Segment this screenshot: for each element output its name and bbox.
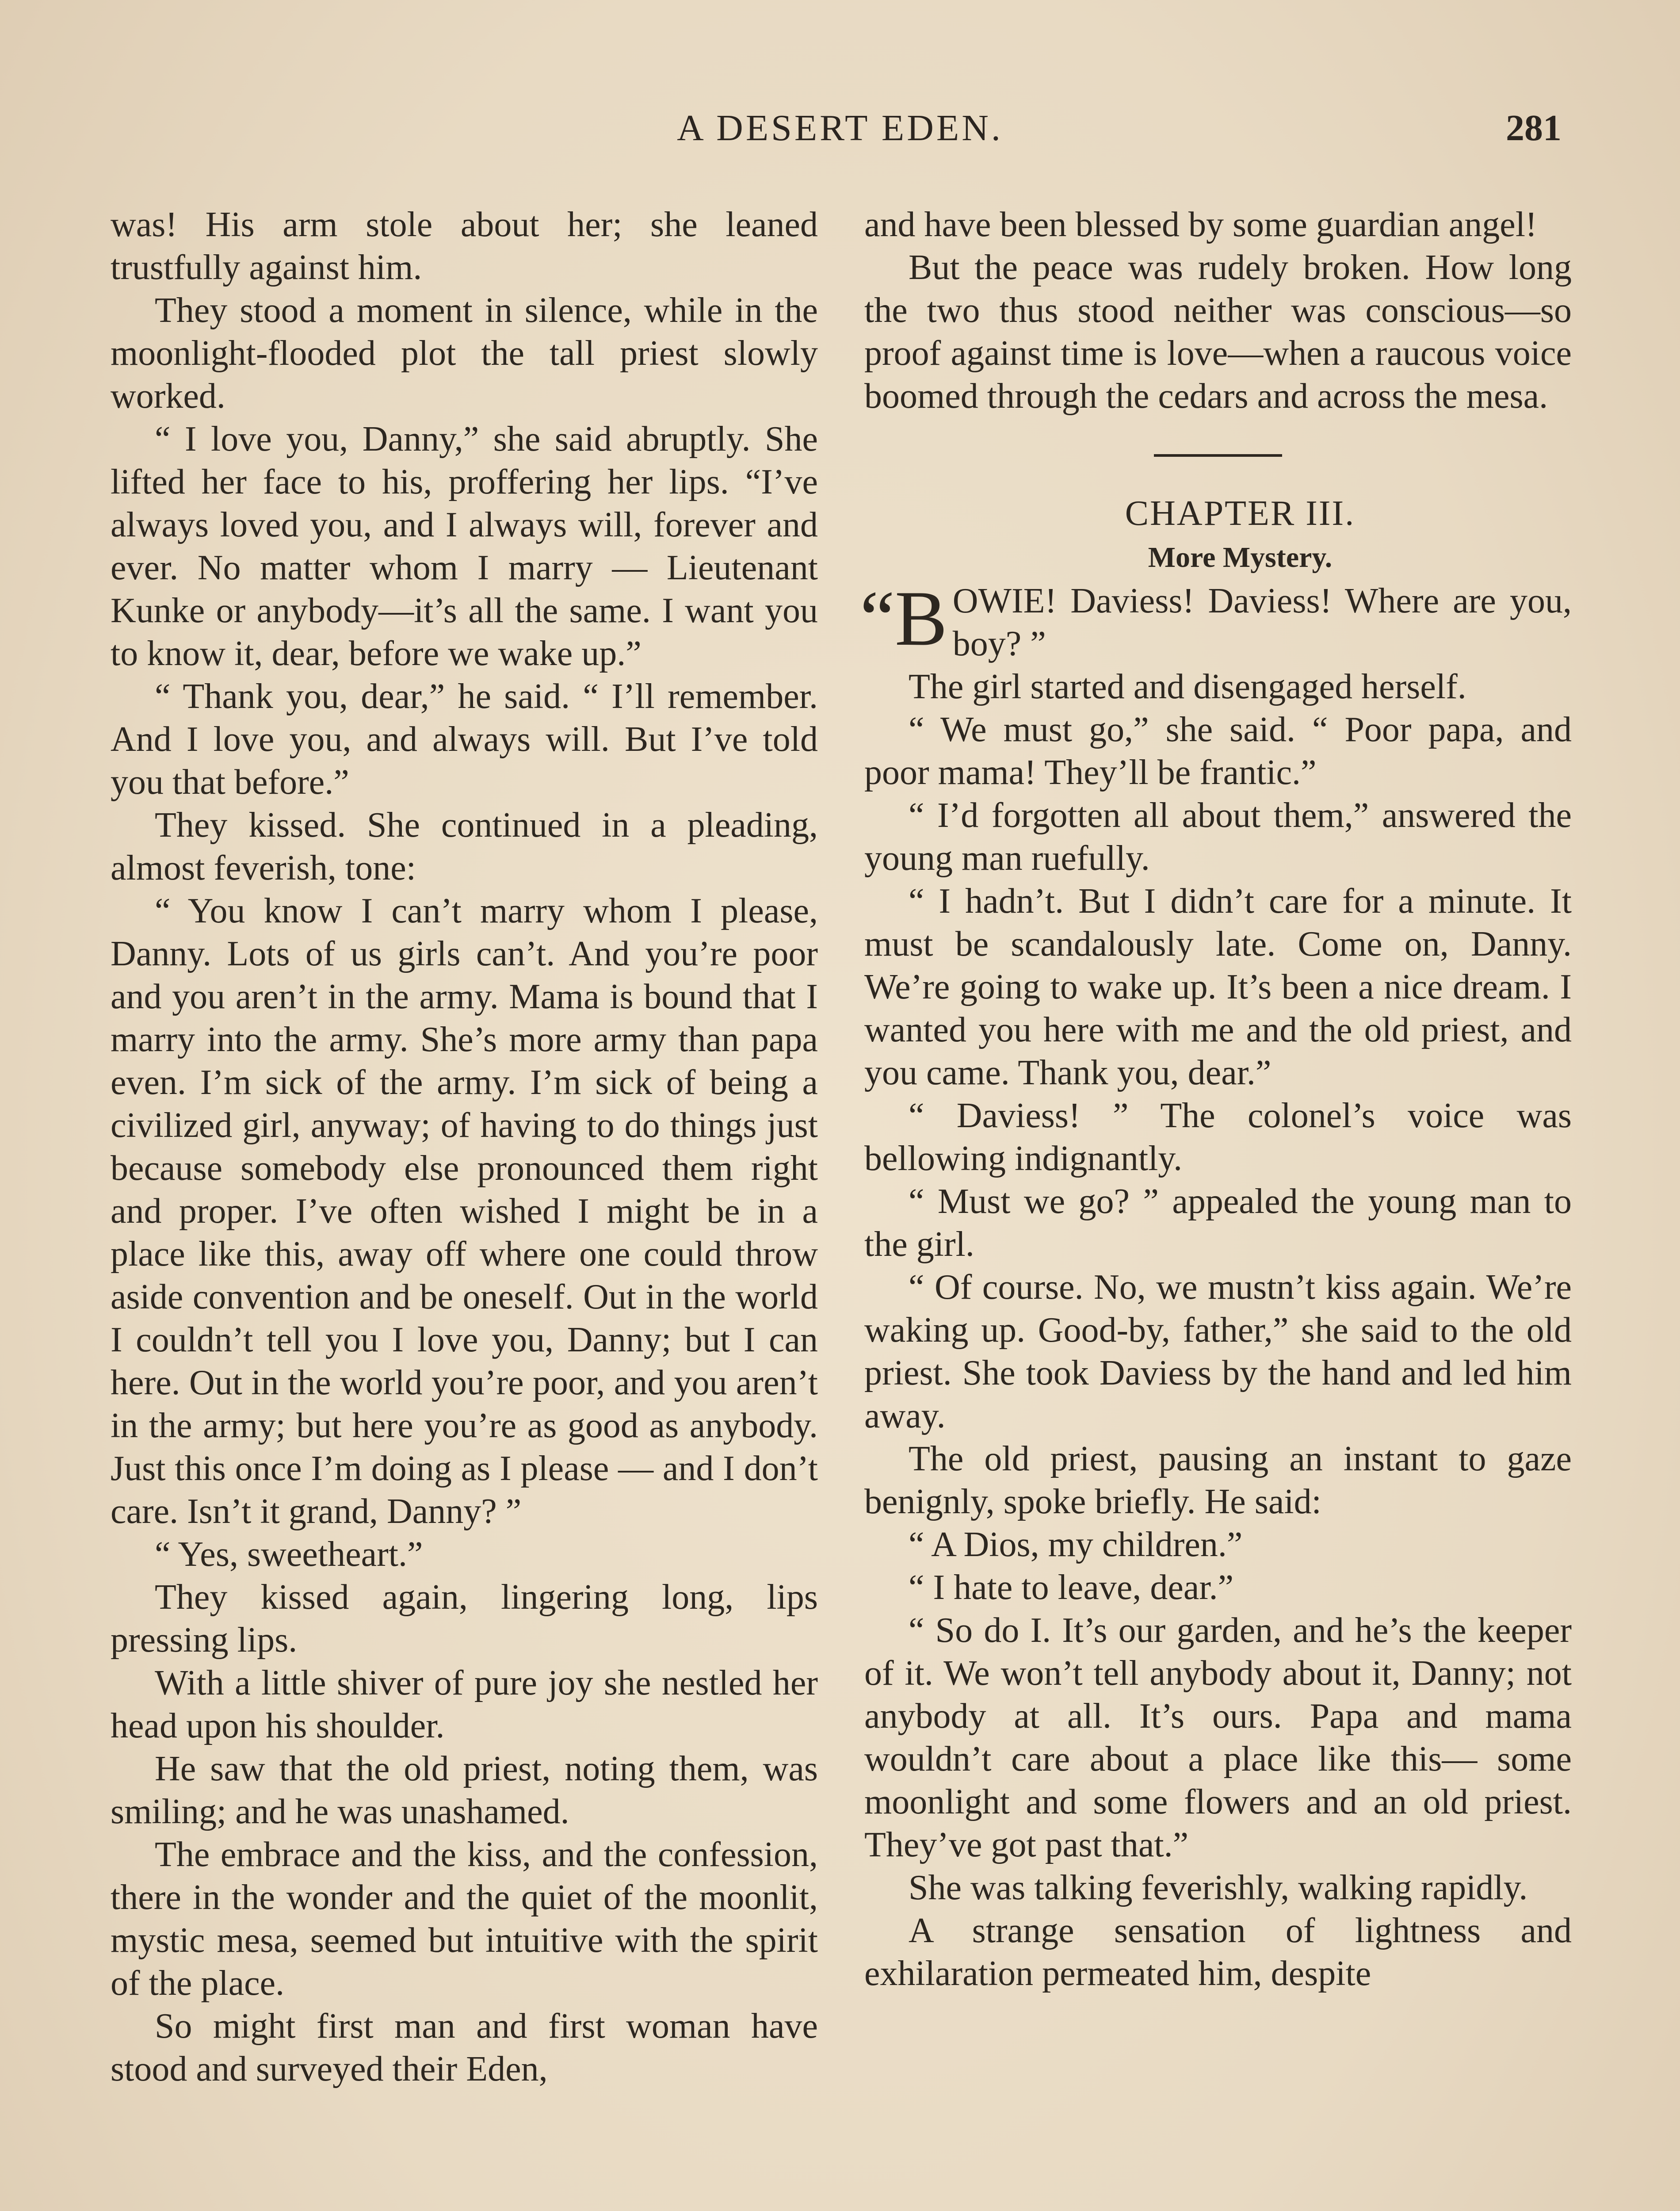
right-column	[860, 203, 1572, 1995]
paragraph: “ So do I. It’s our garden, and he’s the keeper of it. We won’t tell anybody about it, Danny; not anybody at all. It’s ours. Papa and mama wouldn’t care about a place like this— some moonlight and some flowers and an old priest. They’ve got past that.”	[864, 1611, 1572, 1864]
paragraph: “ Yes, sweetheart.”	[155, 1535, 423, 1574]
paragraph: The old priest, pausing an instant to gaze benignly, spoke briefly. He said:	[864, 1439, 1572, 1521]
left-column	[111, 203, 818, 2091]
paragraph: So might first man and first woman have stood and surveyed their Eden,	[111, 2007, 818, 2089]
paragraph: But the peace was rudely broken. How long the two thus stood neither was conscious—so proof against time is love—when a raucous voice boomed through the cedars and across the mesa.	[864, 248, 1572, 416]
running-head	[0, 104, 1680, 153]
paragraph: With a little shiver of pure joy she nestled her head upon his shoulder.	[111, 1664, 818, 1745]
paragraph: “ Daviess! ” The colonel’s voice was bellowing indignantly.	[864, 1096, 1572, 1178]
paragraph: “ You know I can’t marry whom I please, Danny. Lots of us girls can’t. And you’re poor and you aren’t in the army. Mama is bound that I marry into the army. She’s more army than papa even. I’m sick of the army. I’m sick of being a civilized girl, anyway; of having to do things just because somebody else pronounced them right and proper. I’ve often wished I might be in a place like this, away off where one could throw aside convention and be oneself. Out in the world I couldn’t tell you I love you, Danny; but I can here. Out in the world you’re poor, and you aren’t in the army; but here you’re as good as anybody. Just this once I’m doing as I please — and I don’t care. Isn’t it grand, Danny? ”	[111, 891, 818, 1531]
paragraph: She was talking feverishly, walking rapidly.	[909, 1868, 1528, 1907]
drop-cap: “B	[860, 574, 947, 662]
paragraph: He saw that the old priest, noting them, was smiling; and he was unashamed.	[111, 1749, 818, 1831]
paragraph: “ I hadn’t. But I didn’t care for a minute. It must be scandalously late. Come on, Danny. We’re going to wake up. It’s been a nice dream. I wanted you here with me and the old priest, and you came. Thank you, dear.”	[864, 882, 1572, 1092]
paragraph: and have been blessed by some guardian angel!	[864, 205, 1537, 244]
running-title: A DESERT EDEN.	[677, 107, 1003, 149]
paragraph: A strange sensation of lightness and exhilaration permeated him, despite	[864, 1911, 1572, 1993]
paragraph: “ I’d forgotten all about them,” answered the young man ruefully.	[864, 796, 1572, 878]
paragraph: They stood a moment in silence, while in the moonlight-flooded plot the tall priest slowly worked.	[111, 291, 818, 416]
paragraph: “ We must go,” she said. “ Poor papa, and poor mama! They’ll be frantic.”	[864, 710, 1572, 792]
paragraph: The girl started and disengaged herself.	[909, 667, 1466, 706]
section-divider	[1154, 454, 1282, 457]
paragraph: “ Of course. No, we mustn’t kiss again. We’re waking up. Good-by, father,” she said to the old priest. She took Daviess by the hand and led him away.	[864, 1268, 1572, 1435]
paragraph: was! His arm stole about her; she leaned trustfully against him.	[111, 205, 818, 287]
paragraph: “ I love you, Danny,” she said abruptly. She lifted her face to his, proffering her lips. “I’ve always loved you, and I always will, forever and ever. No matter whom I marry — Lieutenant Kunke or anybody—it’s all the same. I want you to know it, dear, before we wake up.”	[111, 420, 818, 673]
chapter-heading: CHAPTER III.	[1125, 494, 1355, 533]
opening-text: OWIE! Daviess! Daviess! Where are you, boy? ”	[952, 581, 1572, 663]
paragraph: “ Must we go? ” appealed the young man to the girl.	[864, 1182, 1572, 1264]
paragraph: They kissed again, lingering long, lips pressing lips.	[111, 1578, 818, 1660]
paragraph: The embrace and the kiss, and the confession, there in the wonder and the quiet of the moonlit, mystic mesa, seemed but intuitive with the spirit of the place.	[111, 1835, 818, 2003]
paragraph: “ Thank you, dear,” he said. “ I’ll remember. And I love you, and always will. But I’ve told you that before.”	[111, 677, 818, 802]
paragraph: “ A Dios, my children.”	[909, 1525, 1243, 1564]
paragraph: They kissed. She continued in a pleading, almost feverish, tone:	[111, 806, 818, 887]
chapter-subtitle: More Mystery.	[1148, 541, 1333, 574]
chapter-opening-paragraph	[860, 574, 1572, 666]
page-number: 281	[1506, 107, 1562, 149]
paragraph: “ I hate to leave, dear.”	[909, 1568, 1234, 1607]
